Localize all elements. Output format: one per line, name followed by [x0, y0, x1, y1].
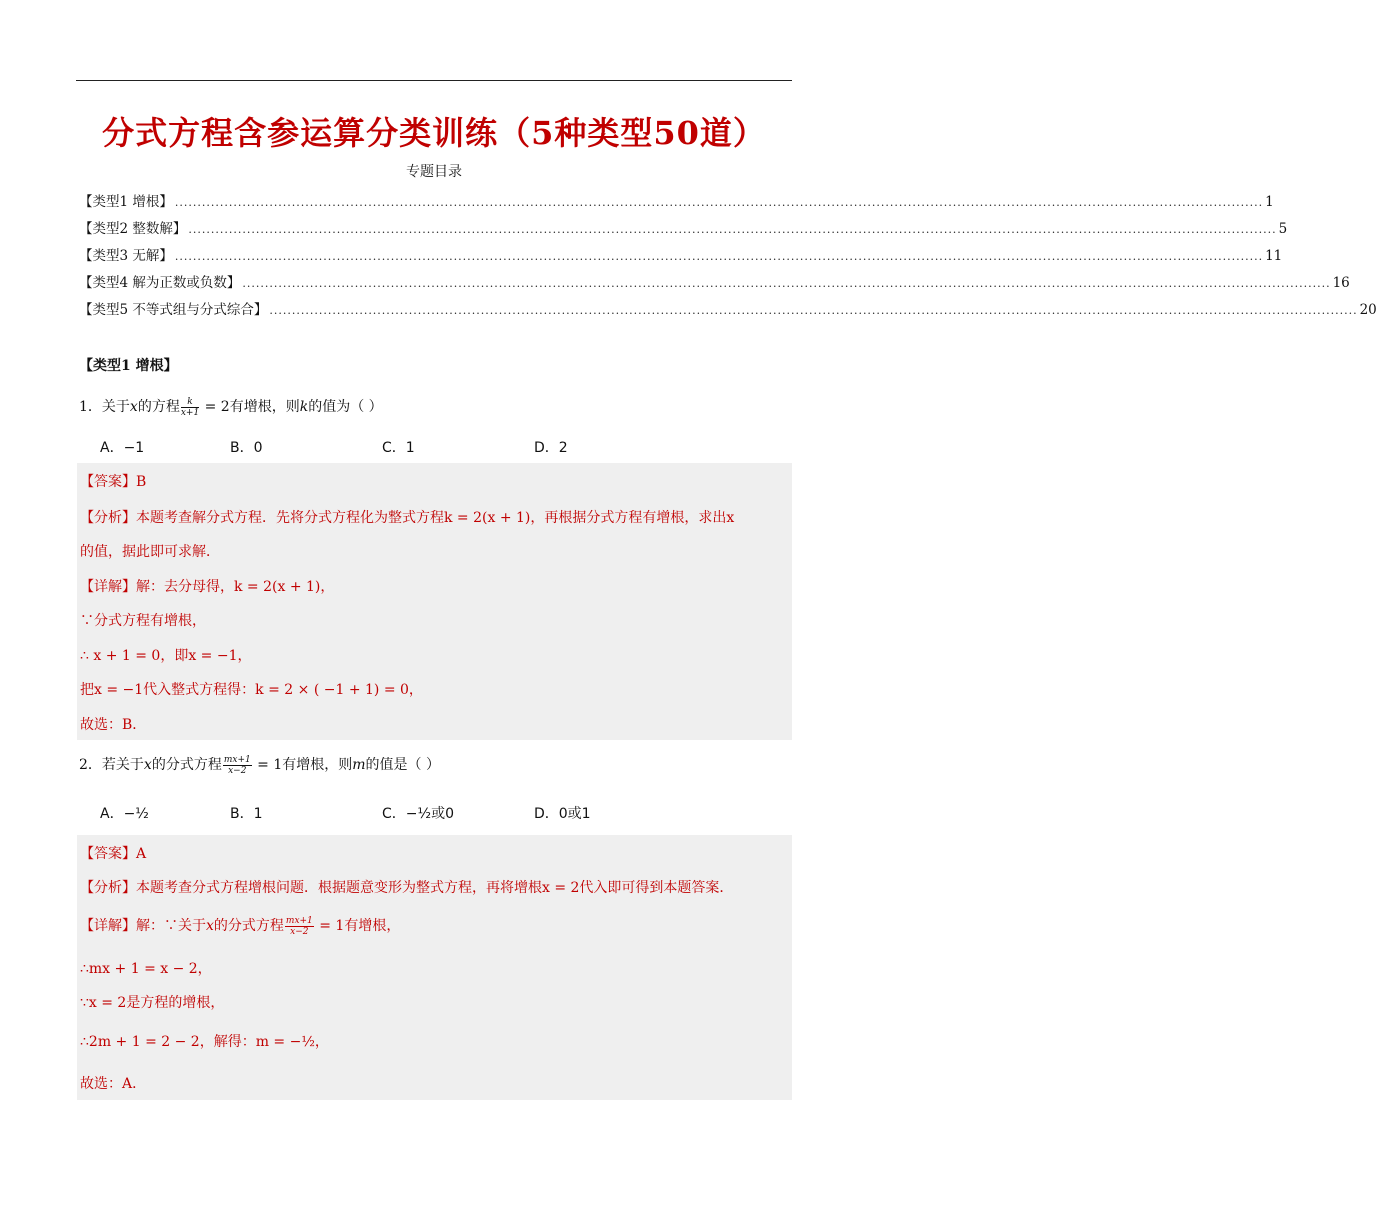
toc-entry-page: 1	[1265, 194, 1274, 210]
question-1-solution	[77, 463, 792, 740]
detail-line: 把x = −1代入整式方程得：k = 2 × ( −1 + 1) = 0，	[80, 682, 423, 698]
fraction: $\frac{mx+1}{x-2}$	[223, 754, 251, 776]
detail-line: 【详解】解：∵关于x的分式方程 $\frac{mx+1}{x-2}$ = 1有增根，	[80, 915, 401, 937]
detail-line: ∴mx + 1 = x − 2，	[80, 961, 212, 977]
detail-line: 故选：A．	[80, 1076, 147, 1092]
detail-line: ∵x = 2是方程的增根，	[80, 995, 225, 1011]
toc-entry-page: 5	[1278, 221, 1288, 237]
header-rule	[76, 80, 792, 81]
detail-line: ∵分式方程有增根，	[80, 613, 206, 629]
option-b[interactable]: B．1	[230, 806, 263, 822]
question-2-stem: 2．若关于x的分式方程 $\frac{mx+1}{x-2}$ = 1有增根，则m的值是（ ）	[79, 754, 440, 776]
page-title: 分式方程含参运算分类训练（5种类型50道）	[102, 114, 766, 152]
section-heading: 【类型1 增根】	[79, 358, 178, 374]
toc-entry-label: 【类型5 不等式组与分式综合】	[79, 302, 268, 318]
toc-leader: ..................................................................................................................................................................................................................................................	[242, 277, 1331, 290]
option-d[interactable]: D．2	[534, 440, 568, 456]
toc-entry-page: 16	[1332, 275, 1350, 291]
question-1-stem: 1．关于x的方程 $\frac{k}{x+1}$ = 2有增根，则k的值为（ ）	[79, 396, 383, 418]
toc-leader: ..................................................................................................................................................................................................................................................	[174, 196, 1264, 209]
table-of-contents	[79, 190, 1377, 325]
toc-entry[interactable]	[79, 271, 1350, 298]
toc-entry[interactable]	[79, 244, 1283, 271]
detail-line: 【详解】解：去分母得，k = 2(x + 1)，	[80, 579, 335, 595]
toc-entry[interactable]	[79, 298, 1377, 325]
answer-line: 【答案】B	[80, 474, 147, 490]
toc-leader: ..................................................................................................................................................................................................................................................	[188, 223, 1277, 236]
detail-line: 故选：B．	[80, 717, 147, 733]
option-b[interactable]: B．0	[230, 440, 263, 456]
fraction: $\frac{mx+1}{x-2}$	[285, 915, 313, 937]
analysis-line: 【分析】本题考查分式方程增根问题．根据题意变形为整式方程，再将增根x = 2代入即可得到本题答案．	[80, 880, 734, 896]
toc-entry-label: 【类型1 增根】	[79, 194, 173, 210]
detail-line: ∴2m + 1 = 2 − 2，解得：m = −½，	[80, 1034, 329, 1050]
toc-leader: ..................................................................................................................................................................................................................................................	[174, 250, 1264, 263]
analysis-line: 的值，据此即可求解．	[80, 544, 220, 560]
toc-entry-page: 11	[1265, 248, 1283, 264]
option-a[interactable]: A．−1	[100, 440, 145, 456]
detail-line: ∴ x + 1 = 0，即x = −1，	[80, 648, 252, 664]
toc-heading: 专题目录	[406, 164, 462, 180]
option-d[interactable]: D．0或1	[534, 806, 591, 822]
toc-leader: ..................................................................................................................................................................................................................................................	[269, 304, 1358, 317]
option-c[interactable]: C．1	[382, 440, 415, 456]
answer-line: 【答案】A	[80, 846, 147, 862]
fraction: $\frac{k}{x+1}$	[180, 396, 200, 418]
toc-entry-label: 【类型4 解为正数或负数】	[79, 275, 241, 291]
toc-entry[interactable]	[79, 190, 1274, 217]
toc-entry-page: 20	[1359, 302, 1377, 318]
toc-entry-label: 【类型2 整数解】	[79, 221, 187, 237]
toc-entry-label: 【类型3 无解】	[79, 248, 173, 264]
option-a[interactable]: A．−½	[100, 806, 149, 822]
toc-entry[interactable]	[79, 217, 1288, 244]
analysis-line: 【分析】本题考查解分式方程．先将分式方程化为整式方程k = 2(x + 1)，再根据分式方程有增根，求出x	[80, 510, 735, 526]
option-c[interactable]: C．−½或0	[382, 806, 454, 822]
question-2-solution	[77, 835, 792, 1100]
